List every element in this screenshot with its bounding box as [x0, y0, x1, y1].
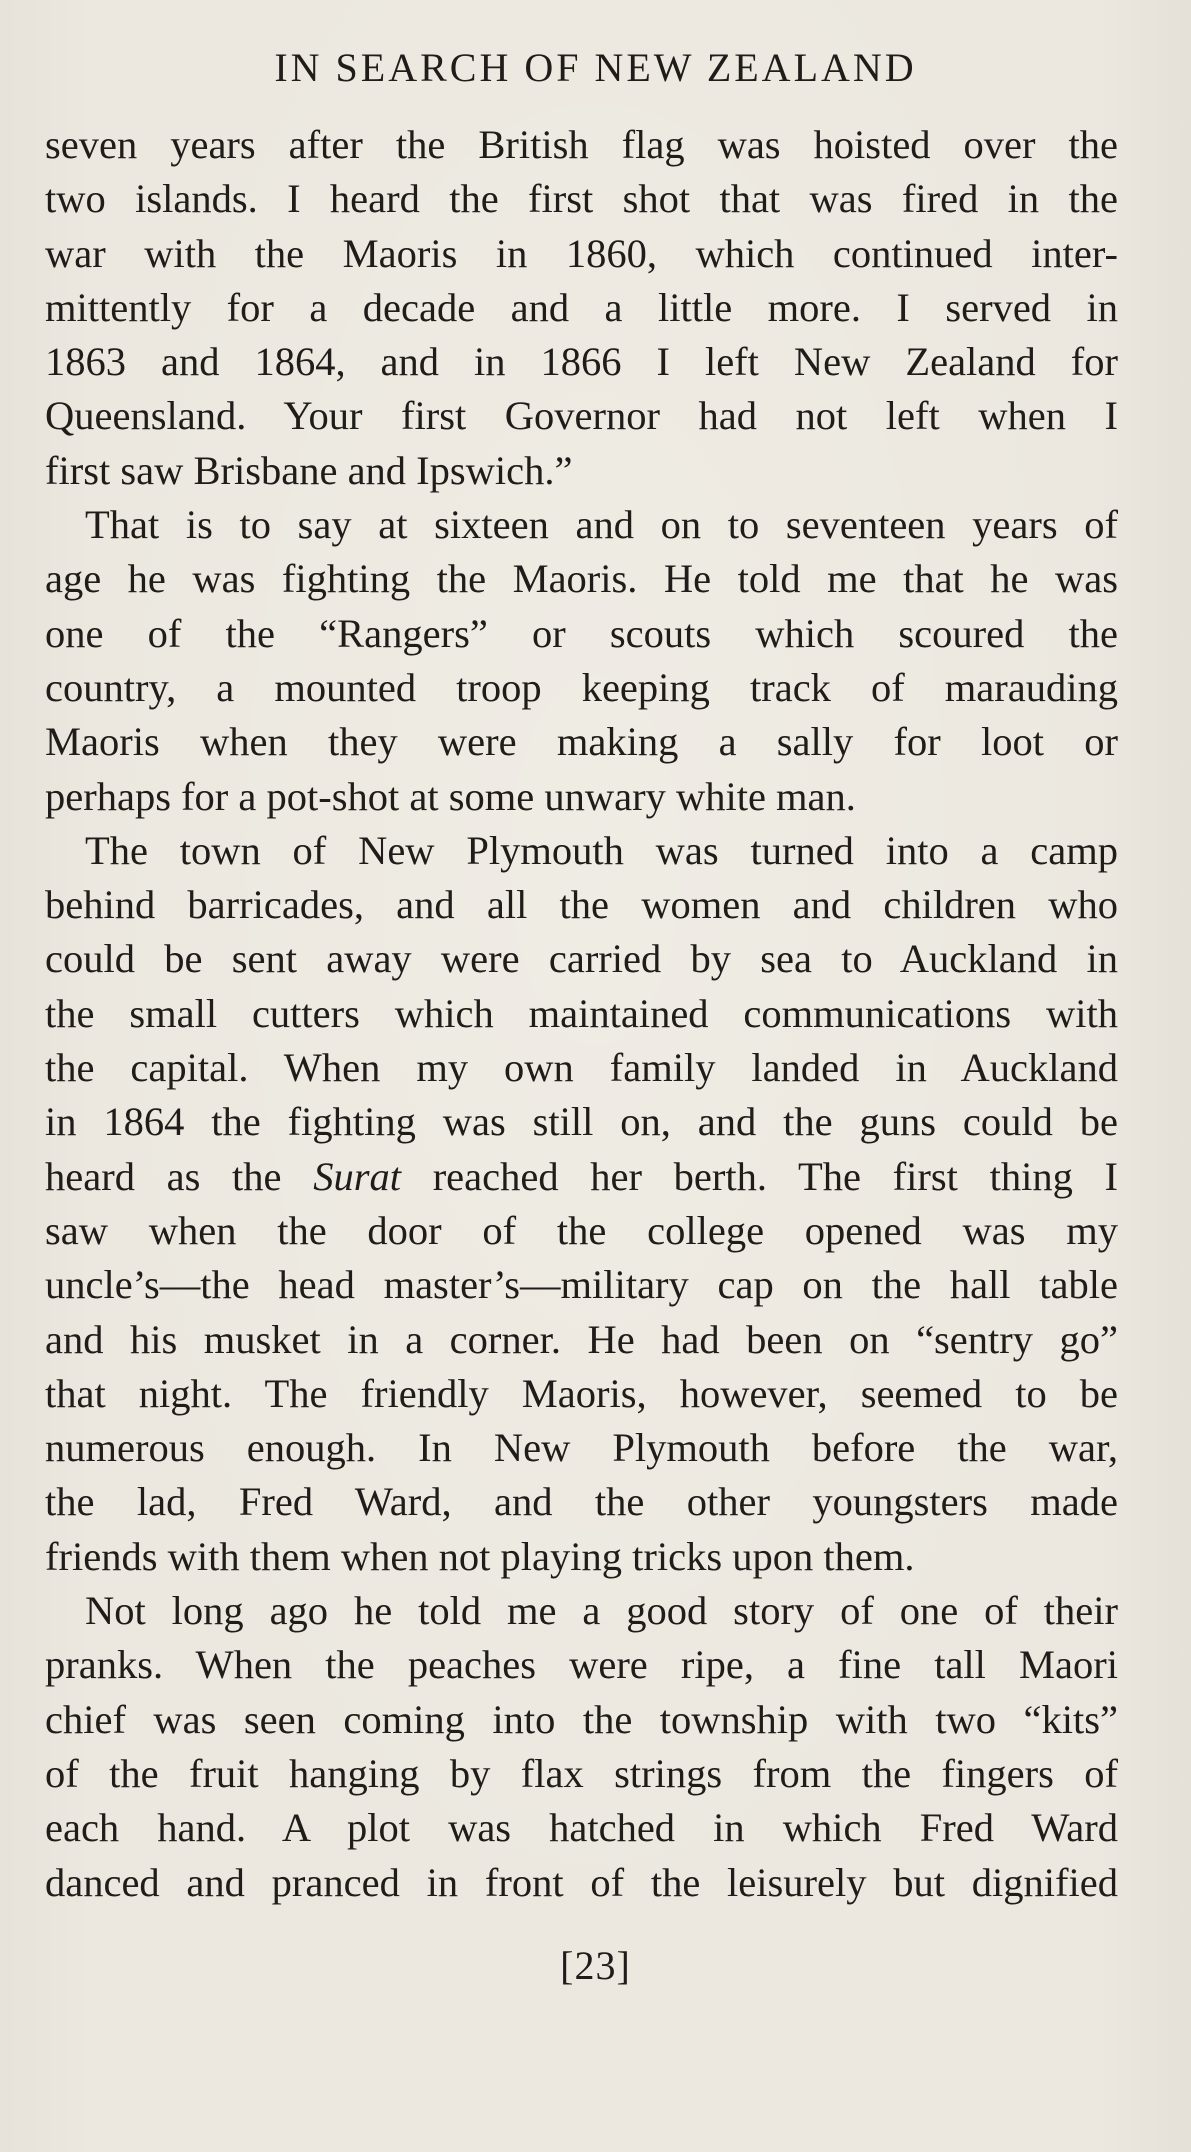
page-number: [23] — [560, 1943, 631, 1988]
text-line: danced and pranced in front of the leisurely but dignified — [45, 1859, 1118, 1905]
text-line: country, a mounted troop keeping track of marauding — [45, 664, 1118, 710]
text-line: Not long ago he told me a good story of one of their — [85, 1588, 1118, 1634]
text-line: Maoris when they were making a sally for loot or — [45, 719, 1118, 765]
text-line: of the fruit hanging by flax strings from the fingers of — [45, 1750, 1118, 1796]
text-line: behind barricades, and all the women and children who — [45, 882, 1118, 928]
text-line: the small cutters which maintained communications with — [45, 990, 1118, 1036]
text-line: friends with them when not playing tricks upon them. — [45, 1533, 915, 1579]
text-line: numerous enough. In New Plymouth before the war, — [45, 1425, 1118, 1471]
text-line: the capital. When my own family landed in Auckland — [45, 1045, 1118, 1091]
text-line: and his musket in a corner. He had been on “sentry go” — [45, 1316, 1118, 1362]
text-line: 1863 and 1864, and in 1866 I left New Zealand for — [45, 339, 1118, 385]
text-line: each hand. A plot was hatched in which Fred Ward — [45, 1805, 1118, 1851]
text-line: mittently for a decade and a little more. I served in — [45, 284, 1118, 330]
running-head: IN SEARCH OF NEW ZEALAND — [274, 45, 917, 90]
text-line: pranks. When the peaches were ripe, a fine tall Maori — [45, 1642, 1118, 1688]
text-line: could be sent away were carried by sea to Auckland in — [45, 936, 1118, 982]
text-line: seven years after the British flag was hoisted over the — [45, 122, 1118, 167]
text-line: war with the Maoris in 1860, which continued inter- — [45, 230, 1118, 276]
ship-name-italic: Surat — [313, 1153, 401, 1199]
text-line: chief was seen coming into the township with two “kits” — [45, 1696, 1118, 1742]
body-text — [45, 118, 1118, 1910]
text-segment: heard as the — [45, 1153, 314, 1199]
text-line: that night. The friendly Maoris, however, seemed to be — [45, 1370, 1118, 1416]
text-line: That is to say at sixteen and on to seventeen years of — [85, 502, 1118, 548]
text-line: one of the “Rangers” or scouts which scoured the — [45, 610, 1118, 656]
text-line: The town of New Plymouth was turned into a camp — [85, 827, 1118, 873]
text-line: saw when the door of the college opened was my — [45, 1207, 1118, 1253]
text-line: in 1864 the fighting was still on, and the guns could be — [45, 1099, 1118, 1145]
text-line-with-italic — [45, 1150, 1118, 1204]
text-line: first saw Brisbane and Ipswich.” — [45, 447, 573, 493]
text-line: the lad, Fred Ward, and the other youngsters made — [45, 1479, 1118, 1525]
text-line: uncle’s—the head master’s—military cap on the hall table — [45, 1262, 1118, 1308]
text-line: perhaps for a pot-shot at some unwary white man. — [45, 773, 856, 819]
text-segment: reached her berth. The first thing I — [401, 1153, 1119, 1199]
text-line: age he was fighting the Maoris. He told me that he was — [45, 556, 1118, 602]
text-line: Queensland. Your first Governor had not left when I — [45, 393, 1118, 439]
text-line: two islands. I heard the first shot that was fired in the — [45, 176, 1118, 222]
